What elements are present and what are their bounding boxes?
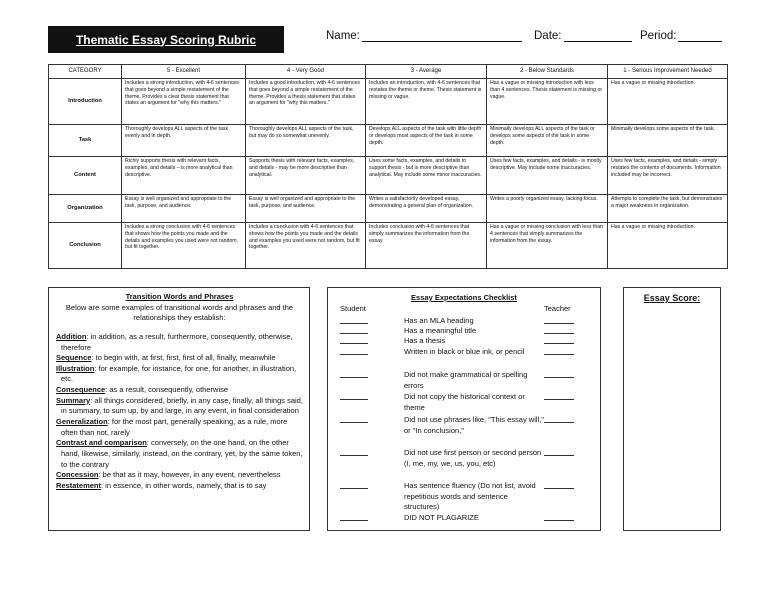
- essay-score-box[interactable]: [623, 287, 721, 531]
- column-header: 4 - Very Good: [246, 65, 366, 79]
- checklist-item-text: Has sentence fluency (Do not list, avoid repetitious words and sentence structures): [404, 481, 536, 511]
- teacher-check-blank[interactable]: [544, 347, 574, 355]
- transition-term: Contrast and comparison: [56, 438, 147, 448]
- transition-intro: Below are some examples of transitional words and phrases and the relationships they establish:: [65, 302, 294, 323]
- teacher-check-blank[interactable]: [544, 370, 574, 378]
- transition-term: Addition: [56, 331, 87, 341]
- row-category: Task: [49, 125, 122, 157]
- checklist-item-text: Did not use phrases like, "This essay will," or "In conclusion,": [404, 415, 544, 435]
- table-row: [49, 195, 728, 223]
- transition-entry: [56, 438, 303, 470]
- column-header: 2 - Below Standards: [487, 65, 608, 79]
- period-blank[interactable]: [678, 41, 722, 42]
- table-cell: Writes a satisfactorily developed essay, demonstrating a general plan of organization.: [366, 195, 487, 223]
- transition-entry: [56, 481, 303, 492]
- table-cell: Uses some facts, examples, and details to support thesis - but is more descriptive than analytical. May include some minor inaccuracies.: [366, 157, 487, 195]
- transition-entry: [56, 470, 303, 481]
- checklist-item-text: DID NOT PLAGARIZE: [404, 513, 479, 522]
- table-cell: Has a vague or missing introduction with less than 4 sentences. Thesis statement is missing or vague.: [487, 79, 608, 125]
- name-blank[interactable]: [362, 41, 522, 42]
- teacher-check-blank[interactable]: [544, 448, 574, 456]
- transition-entry: [56, 332, 303, 353]
- table-cell: Develops ALL aspects of the task with little depth or develops most aspects of the task in some depth.: [366, 125, 487, 157]
- transition-term: Generalization: [56, 417, 108, 427]
- student-column-label: Student: [340, 304, 366, 313]
- transition-text: : for example, for instance, for one, for another, in illustration, etc.: [61, 363, 297, 384]
- period-field[interactable]: [640, 30, 722, 42]
- column-header: CATEGORY: [49, 65, 122, 79]
- table-cell: Has a vague or missing introduction.: [608, 223, 728, 269]
- table-cell: Minimally develops ALL aspects of the task or develops some aspects of the task in some depth.: [487, 125, 608, 157]
- table-cell: Uses few facts, examples, and details - simply restates the contents of documents. Information included may be incorrect.: [608, 157, 728, 195]
- name-field[interactable]: [326, 30, 522, 42]
- student-check-blank[interactable]: [340, 392, 368, 400]
- row-category: Introduction: [49, 79, 122, 125]
- checklist-title: Essay Expectations Checklist: [411, 293, 517, 302]
- date-label: Date:: [534, 30, 562, 42]
- student-check-blank[interactable]: [340, 316, 368, 324]
- transition-text: : conversely, on the one hand, on the other hand, likewise, similarly, instead, on the contrary, yet, by the same token, to the contrary: [61, 438, 303, 469]
- student-check-blank[interactable]: [340, 415, 368, 423]
- transition-entry: [56, 396, 303, 417]
- table-cell: Includes a conclusion with 4-6 sentences that shows how the points you made and the details and examples you used were not random, but fit together.: [246, 223, 366, 269]
- name-label: Name:: [326, 30, 360, 42]
- transition-text: : be that as it may, however, in any event, nevertheless: [98, 470, 281, 480]
- table-row: [49, 125, 728, 157]
- teacher-check-blank[interactable]: [544, 326, 574, 334]
- transition-words-box: [48, 287, 310, 531]
- transition-text: : in addition, as a result, furthermore, consequently, otherwise, therefore: [61, 331, 293, 352]
- column-header: 3 - Average: [366, 65, 487, 79]
- checklist-item-text: Written in black or blue ink, or pencil: [404, 347, 525, 356]
- row-category: Content: [49, 157, 122, 195]
- transition-term: Restatement: [56, 480, 102, 490]
- student-check-blank[interactable]: [340, 513, 368, 521]
- transition-entry: [56, 364, 303, 385]
- teacher-check-blank[interactable]: [544, 336, 574, 344]
- table-cell: Has a vague or missing conclusion with less than 4 sentences that simply summarizes the information from the essay.: [487, 223, 608, 269]
- transition-text: : for the most part, generally speaking, as a rule, more often than not, rarely: [61, 417, 288, 437]
- table-cell: Includes a good introduction, with 4-6 sentences that goes beyond a simple restatement of the theme. Provides a thesis statement that states an argument for "why this matters.": [246, 79, 366, 125]
- table-cell: Minimally develops some aspects of the task.: [608, 125, 728, 157]
- date-blank[interactable]: [564, 41, 632, 42]
- transition-term: Summary: [56, 395, 91, 405]
- page-title: Thematic Essay Scoring Rubric: [48, 26, 284, 53]
- checklist-item-text: Did not make grammatical or spelling errors: [404, 370, 528, 390]
- teacher-check-blank[interactable]: [544, 513, 574, 521]
- date-field[interactable]: [534, 30, 632, 42]
- table-row: [49, 79, 728, 125]
- row-category: Conclusion: [49, 223, 122, 269]
- table-cell: Richly supports thesis with relevant facts, examples, and details – is more analytical than descriptive.: [122, 157, 246, 195]
- transition-text: : in essence, in other words, namely, that is to say: [101, 480, 267, 490]
- table-cell: Essay is well organized and appropriate to the task, purpose, and audience.: [246, 195, 366, 223]
- checklist-item-text: Did not copy the historical context or theme: [404, 392, 525, 412]
- table-cell: Thoroughly develops ALL aspects of the task, but may do so somewhat unevenly.: [246, 125, 366, 157]
- table-cell: Has a vague or missing introduction.: [608, 79, 728, 125]
- transition-entry: [56, 353, 303, 364]
- table-cell: Essay is well organized and appropriate to the task, purpose, and audience.: [122, 195, 246, 223]
- transition-term: Illustration: [56, 363, 95, 373]
- column-header: 1 - Serious Improvement Needed: [608, 65, 728, 79]
- transition-term: Consequence: [56, 385, 106, 395]
- row-category: Organization: [49, 195, 122, 223]
- student-check-blank[interactable]: [340, 336, 368, 344]
- transition-text: : as a result, consequently, otherwise: [105, 385, 229, 395]
- table-row: [49, 223, 728, 269]
- teacher-check-blank[interactable]: [544, 415, 574, 423]
- transition-text: : to begin with, at first, first, first of all, finally, meanwhile: [91, 353, 276, 363]
- table-cell: Includes a strong conclusion with 4-6 sentences that shows how the points you made and the details and examples you used were not random, but fit together.: [122, 223, 246, 269]
- table-cell: Writes a poorly organized essay, lacking focus.: [487, 195, 608, 223]
- column-header: 5 - Excellent: [122, 65, 246, 79]
- transition-term: Concession: [56, 470, 99, 480]
- transition-text: : all things considered, briefly, in any case, finally, all things said, in summary, to sum up, by and large, in any event, in final consideration: [61, 395, 303, 416]
- teacher-check-blank[interactable]: [544, 316, 574, 324]
- checklist-item-text: Has a meaningful title: [404, 326, 477, 335]
- transition-title: Transition Words and Phrases: [125, 292, 234, 301]
- student-check-blank[interactable]: [340, 326, 368, 334]
- table-cell: Includes a strong introduction, with 4-6 sentences that goes beyond a simple restatement of the theme. Provides a clear thesis statement that states an argument for "why this matters.": [122, 79, 246, 125]
- table-cell: Includes an introduction, with 4-6 sentences that restates the theme or theme. Thesis statement is missing or vague.: [366, 79, 487, 125]
- checklist-item-text: Has an MLA heading: [404, 316, 474, 325]
- rubric-header-row: [49, 65, 728, 79]
- transition-term: Sequence: [56, 353, 92, 363]
- teacher-check-blank[interactable]: [544, 392, 574, 400]
- student-check-blank[interactable]: [340, 448, 368, 456]
- table-cell: Thoroughly develops ALL aspects of the task evenly and in depth.: [122, 125, 246, 157]
- checklist-box: [327, 287, 601, 531]
- checklist-item-text: Did not use first person or second person (I, me, my, we, us, you, etc): [404, 448, 542, 468]
- student-check-blank[interactable]: [340, 347, 368, 355]
- transition-entry: [56, 417, 303, 438]
- period-label: Period:: [640, 30, 677, 42]
- table-cell: Uses few facts, examples, and details - is mostly descriptive. May include some inaccuracies.: [487, 157, 608, 195]
- student-check-blank[interactable]: [340, 481, 368, 489]
- teacher-check-blank[interactable]: [544, 481, 574, 489]
- table-row: [49, 157, 728, 195]
- transition-entry: [56, 385, 303, 396]
- checklist-item-text: Has a thesis: [404, 336, 446, 345]
- table-cell: Attempts to complete the task, but demonstrates a major weakness in organization.: [608, 195, 728, 223]
- student-check-blank[interactable]: [340, 370, 368, 378]
- teacher-column-label: Teacher: [544, 304, 571, 313]
- essay-score-label: Essay Score:: [643, 293, 701, 303]
- table-cell: Supports thesis with relevant facts, examples, and details - may be more descriptive than analytical.: [246, 157, 366, 195]
- rubric-table: [48, 64, 728, 269]
- table-cell: Includes conclusion with 4-6 sentences that simply summarizes the information from the essay.: [366, 223, 487, 269]
